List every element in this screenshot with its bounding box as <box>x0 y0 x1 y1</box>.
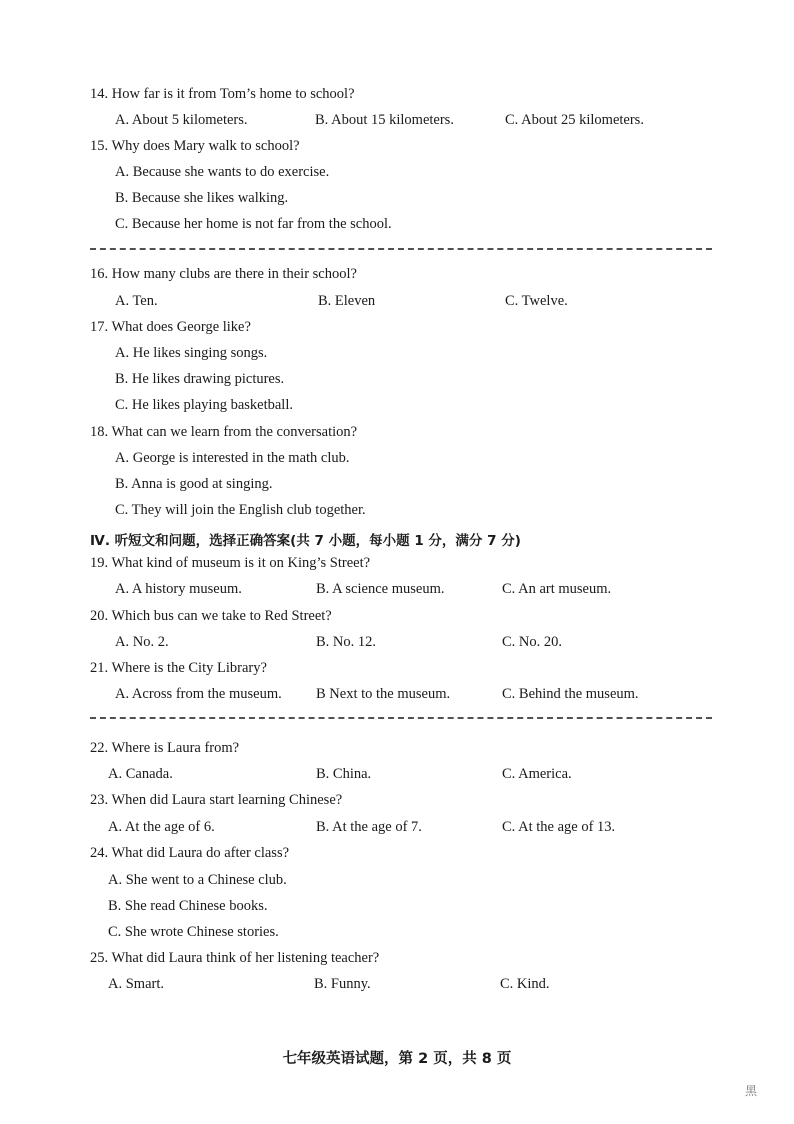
q22-option-a: A. Canada. <box>108 766 173 782</box>
question-19-stem: 19. What kind of museum is it on King’s Street? <box>90 555 371 571</box>
q19-option-b: B. A science museum. <box>316 581 445 597</box>
q25-option-b: B. Funny. <box>314 976 371 992</box>
page-footer: 七年级英语试题，第 2 页，共 8 页 <box>282 1051 512 1067</box>
q17-option-b: B. He likes drawing pictures. <box>115 371 285 387</box>
dashed-separator <box>90 717 712 719</box>
section-iv-heading: Ⅳ. 听短文和问题，选择正确答案(共 7 小题，每小题 1 分，满分 7 分) <box>90 533 521 549</box>
question-23-stem: 23. When did Laura start learning Chinese? <box>90 792 343 808</box>
q20-option-a: A. No. 2. <box>115 634 169 650</box>
question-24-stem: 24. What did Laura do after class? <box>90 845 290 861</box>
q14-option-c: C. About 25 kilometers. <box>505 112 644 128</box>
question-15-stem: 15. Why does Mary walk to school? <box>90 138 300 154</box>
question-25-stem: 25. What did Laura think of her listening teacher? <box>90 950 380 966</box>
q23-option-b: B. At the age of 7. <box>316 819 422 835</box>
question-17-stem: 17. What does George like? <box>90 319 251 335</box>
q16-option-b: B. Eleven <box>318 293 376 309</box>
dashed-separator <box>90 248 712 250</box>
q20-option-c: C. No. 20. <box>502 634 563 650</box>
q23-option-c: C. At the age of 13. <box>502 819 616 835</box>
q23-option-a: A. At the age of 6. <box>108 819 215 835</box>
q16-option-c: C. Twelve. <box>505 293 568 309</box>
q21-option-b: B Next to the museum. <box>316 686 451 702</box>
q21-option-c: C. Behind the museum. <box>502 686 639 702</box>
q24-option-b: B. She read Chinese books. <box>108 898 268 914</box>
q22-option-b: B. China. <box>316 766 372 782</box>
q25-option-c: C. Kind. <box>500 976 550 992</box>
question-16-stem: 16. How many clubs are there in their school? <box>90 266 357 282</box>
q17-option-a: A. He likes singing songs. <box>115 345 268 361</box>
q15-option-b: B. Because she likes walking. <box>115 190 289 206</box>
q18-option-c: C. They will join the English club together. <box>115 502 366 518</box>
q14-option-b: B. About 15 kilometers. <box>315 112 454 128</box>
question-14-stem: 14. How far is it from Tom’s home to school? <box>90 86 355 102</box>
q18-option-a: A. George is interested in the math club. <box>115 450 350 466</box>
q16-option-a: A. Ten. <box>115 293 158 309</box>
q24-option-c: C. She wrote Chinese stories. <box>108 924 279 940</box>
q20-option-b: B. No. 12. <box>316 634 377 650</box>
q22-option-c: C. America. <box>502 766 572 782</box>
q21-option-a: A. Across from the museum. <box>115 686 282 702</box>
q17-option-c: C. He likes playing basketball. <box>115 397 293 413</box>
corner-stamp: 黑 <box>745 1084 758 1098</box>
question-18-stem: 18. What can we learn from the conversation? <box>90 424 358 440</box>
question-22-stem: 22. Where is Laura from? <box>90 740 240 756</box>
q25-option-a: A. Smart. <box>108 976 164 992</box>
q14-option-a: A. About 5 kilometers. <box>115 112 248 128</box>
q24-option-a: A. She went to a Chinese club. <box>108 872 287 888</box>
q15-option-a: A. Because she wants to do exercise. <box>115 164 330 180</box>
q19-option-c: C. An art museum. <box>502 581 612 597</box>
q19-option-a: A. A history museum. <box>115 581 242 597</box>
q15-option-c: C. Because her home is not far from the school. <box>115 216 392 232</box>
q18-option-b: B. Anna is good at singing. <box>115 476 273 492</box>
question-21-stem: 21. Where is the City Library? <box>90 660 267 676</box>
question-20-stem: 20. Which bus can we take to Red Street? <box>90 608 332 624</box>
